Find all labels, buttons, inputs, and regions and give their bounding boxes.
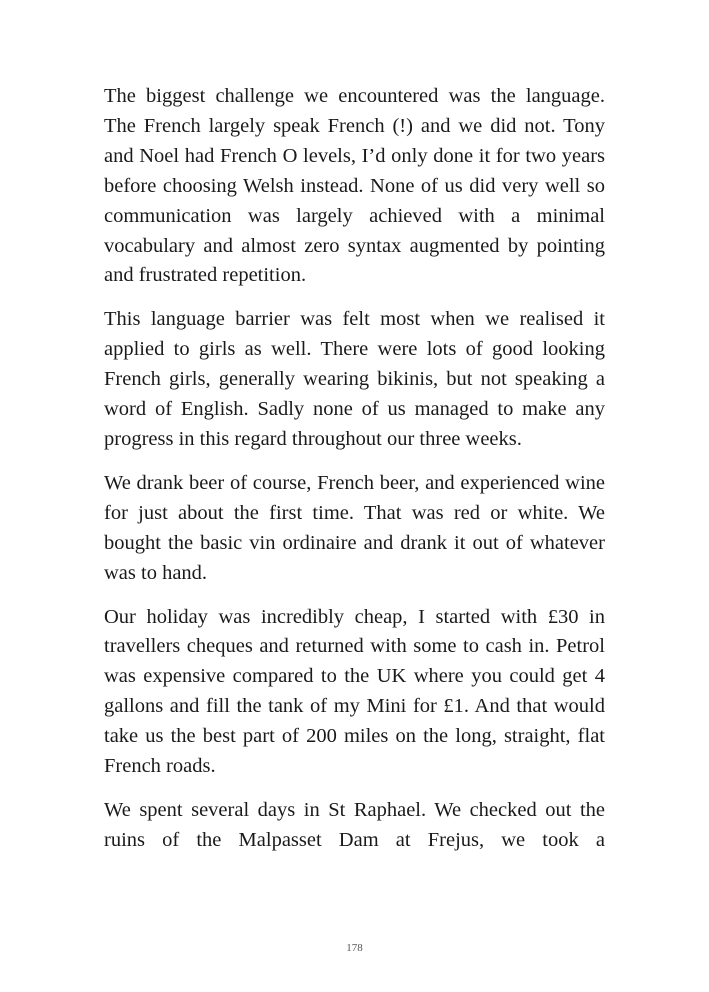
paragraph: Our holiday was incredibly cheap, I started with £30 in travellers cheques and returned with some to cash in. Petrol was expensive compared to the UK where you could get 4 gallons and fill the tank of my Mini for £1. And that would take us the best part of 200 miles on the long, straight, flat French roads. [104, 605, 605, 778]
paragraph: The biggest challenge we encountered was the language. The French largely speak French (!) and we did not. Tony and Noel had French O levels, I’d only done it for two years before choosing Welsh instead. None of us did very well so communication was largely achieved with a minimal vocabulary and almost zero syntax augmented by pointing and frustrated repetition. [104, 85, 605, 287]
paragraph: This language barrier was felt most when we realised it applied to girls as well. There were lots of good looking French girls, generally wearing bikinis, but not speaking a word of English. Sadly none of us managed to make any progress in this regard throughout our three weeks. [104, 308, 605, 450]
body-text [104, 82, 605, 870]
paragraph: We spent several days in St Raphael. We checked out the ruins of the Malpasset Dam at Frejus, we took a [104, 798, 605, 851]
paragraph: We drank beer of course, French beer, and experienced wine for just about the first time. That was red or white. We bought the basic vin ordinaire and drank it out of whatever was to hand. [104, 471, 605, 584]
page-number: 178 [346, 942, 363, 954]
